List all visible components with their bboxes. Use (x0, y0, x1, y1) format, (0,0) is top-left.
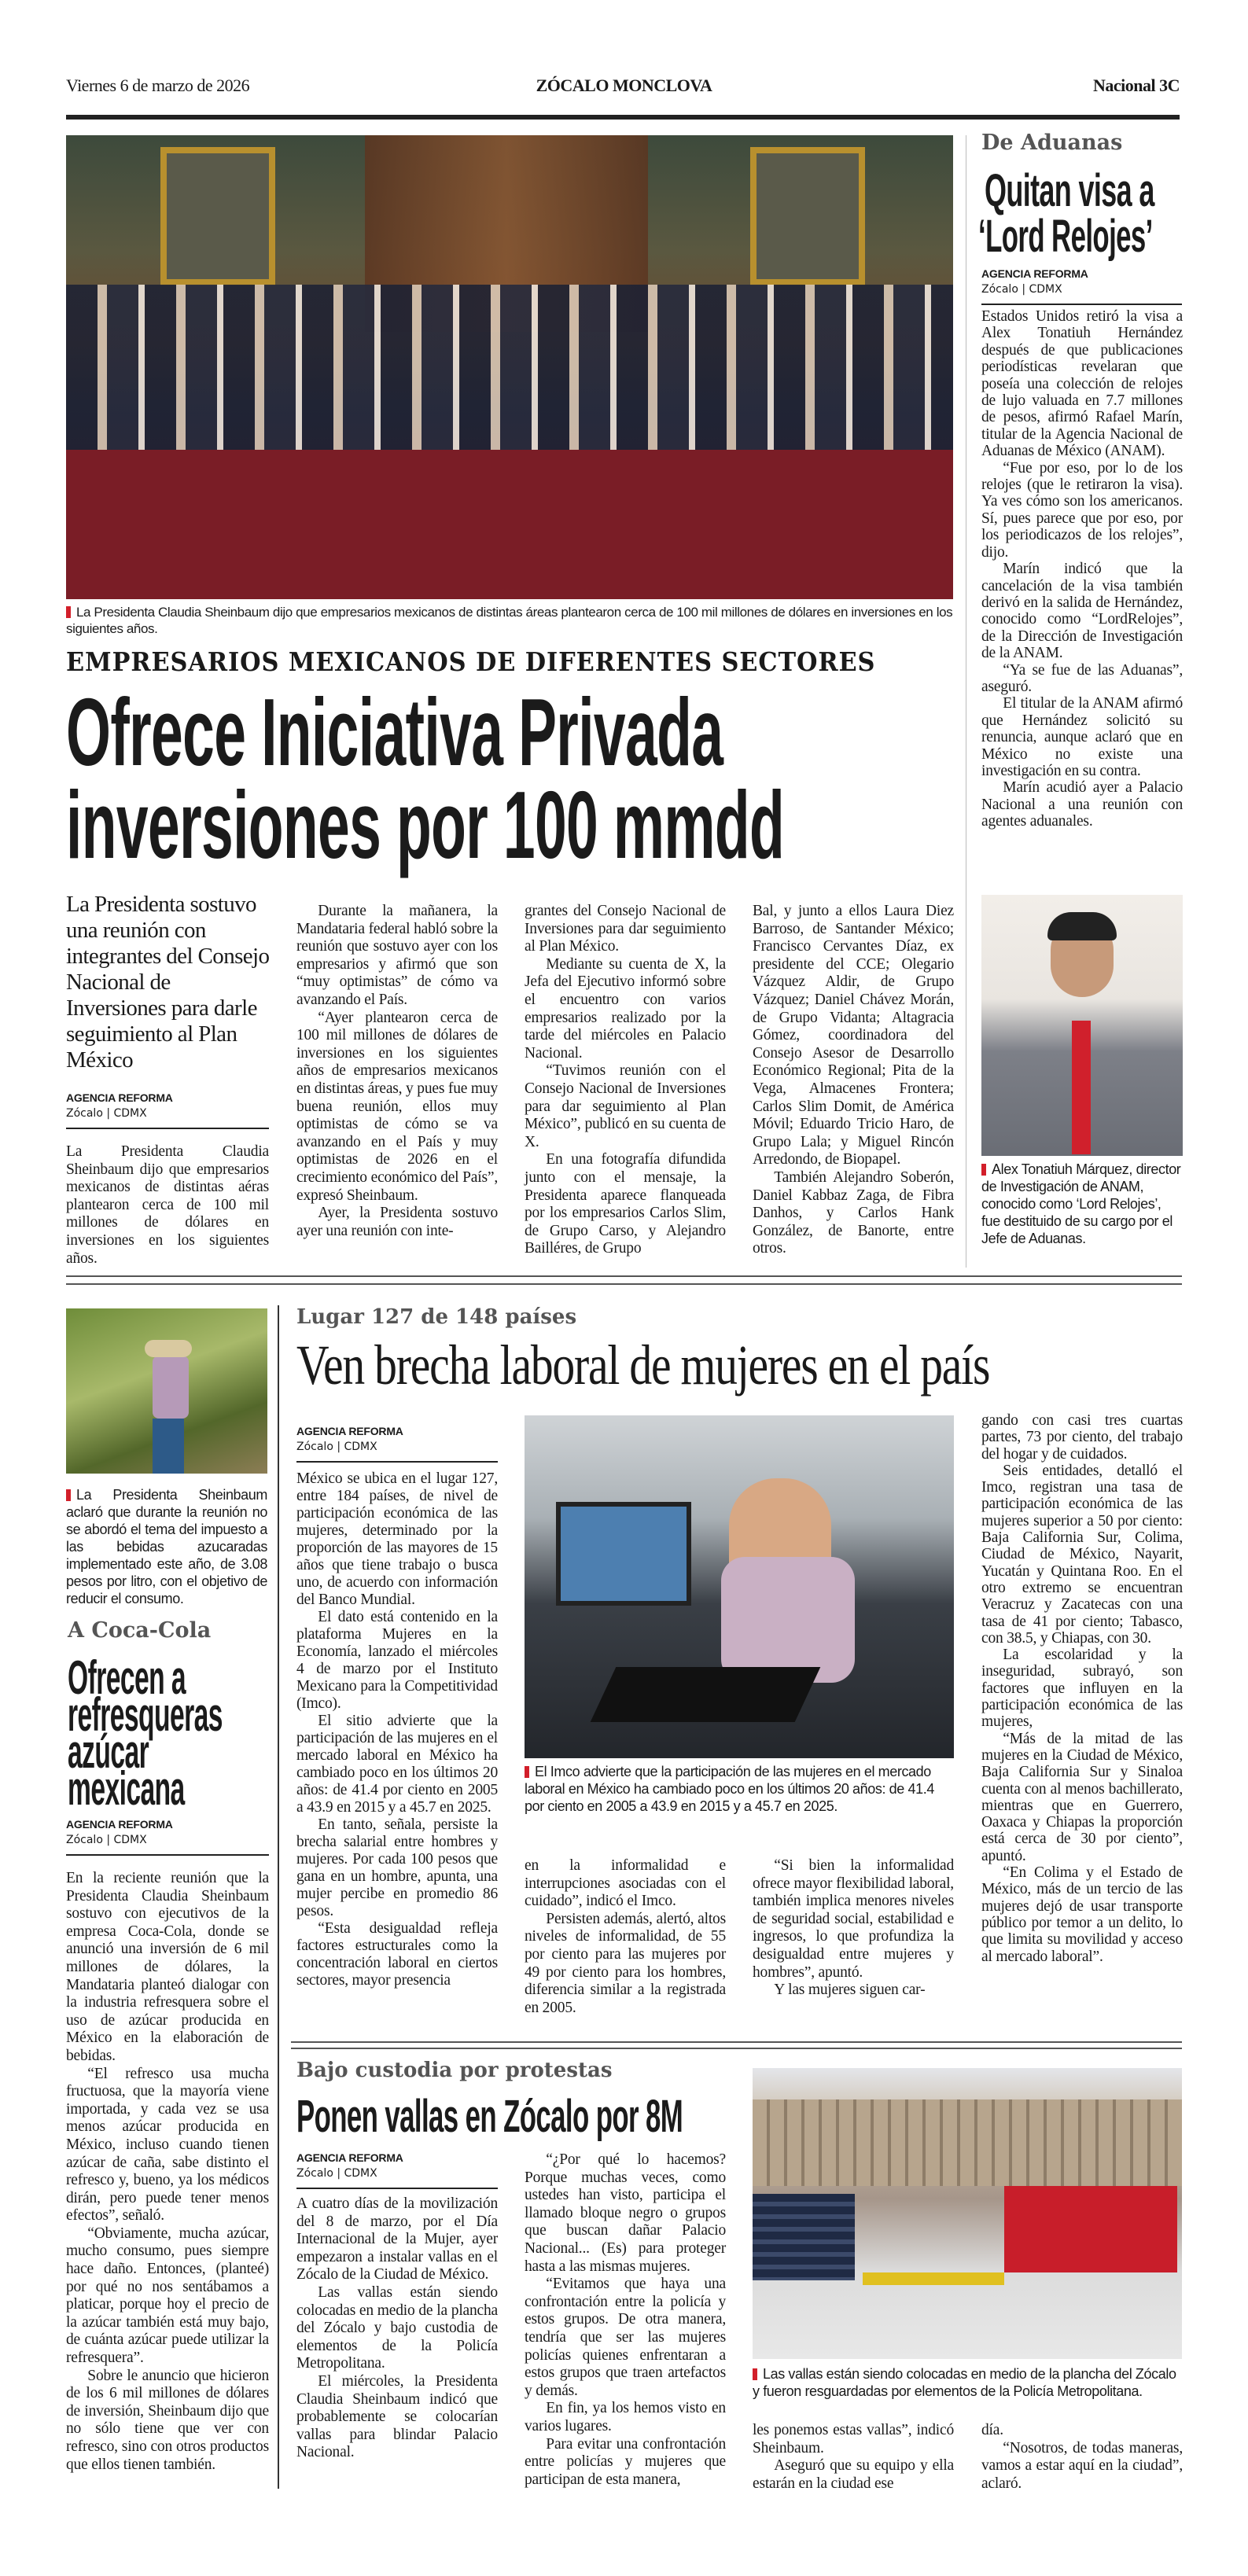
paragraph: El miércoles, la Presidenta Claudia Sheinbaum indicó que probablemente se colocarían vallas para blindar Palacio Nacional. (296, 2372, 498, 2461)
section-rule-bottom (66, 1283, 1182, 1285)
vallas-column-3 (753, 2422, 954, 2493)
aduanas-body (981, 308, 1183, 830)
lead-photo (66, 135, 953, 599)
paragraph: Bal, y junto a ellos Laura Diez Barroso, de Santander México; Francisco Cervantes Díaz, ex presidente del CCE; Olegario Vázquez Aldir, de Grupo Vázquez; Daniel Chávez Morán, de Grupo Vidanta; Altagracia Gómez, coordinadora del Consejo Asesor de Desarrollo Económico Regional; Pita de la Vega, Almacenes Frontera; Carlos Slim Domit, de América Móvil; Eduardo Tricio Haro, de Grupo Lala; y Miguel Rincón Arredondo, de Biopapel. (753, 903, 954, 1168)
paragraph: Estados Unidos retiró la visa a Alex Tonatiuh Hernández después de que publicaciones periodísticas revelaran que poseía una colección de relojes de lujo valuada en 7.7 millones de pesos, afirmó Rafael Marín, titular de la Agencia Nacional de Aduanas de México (ANAM). (981, 308, 1183, 460)
sugarcane-photo-caption (66, 1486, 267, 1607)
aduanas-headline-line2: ‘Lord Relojes’ (978, 211, 1153, 262)
agency: AGENCIA REFORMA (981, 267, 1088, 280)
lead-column-2 (296, 903, 498, 1240)
section-page: Nacional 3C (1093, 75, 1180, 95)
dateline: Zócalo | CDMX (296, 1441, 377, 1453)
cocacola-body (66, 1870, 269, 2474)
paragraph: “El refresco usa mucha fructuosa, que la mayoría viene importada, y cada vez se usa menos azúcar producida en México, incluso cuando tienen azúcar de caña, sabe distinto el refresco y, bueno, ya los médicos dirán, pero puede tener menos efectos”, señaló. (66, 2065, 269, 2225)
byline-rule (66, 1854, 269, 1856)
paragraph: Sobre le anuncio que hicieron de los 6 mil millones de dólares de inversión, Sheinbaum dijo que no sólo tiene que ver con refresco, sino con otros productos que ellos tienen también. (66, 2367, 269, 2473)
lead-deck: La Presidenta sostuvo una reunión con integrantes del Consejo Nacional de Inversiones para darle seguimiento al Plan México (66, 892, 270, 1073)
agency: AGENCIA REFORMA (296, 1425, 403, 1437)
caption-text: Alex Tonatiuh Márquez, director de Investigación de ANAM, conocido como ‘Lord Relojes’, fue destituido de su cargo por el Jefe de Aduanas. (981, 1161, 1181, 1246)
issue-date: Viernes 6 de marzo de 2026 (66, 75, 250, 95)
cocacola-byline (66, 1818, 269, 1856)
dateline: Zócalo | CDMX (66, 1834, 147, 1846)
paragraph: “Tuvimos reunión con el Consejo Nacional de Inversiones para dar seguimiento al Plan México”, publicó en su cuenta de X. (525, 1062, 726, 1150)
paragraph: En una fotografía difundida junto con el mensaje, la Presidenta aparece flanqueada por los empresarios Carlos Slim, de Grupo Carso, y Alejandro Bailléres, de Grupo (525, 1151, 726, 1257)
aduanas-photo-caption (981, 1161, 1183, 1247)
aduanas-portrait-photo (981, 895, 1183, 1156)
agency: AGENCIA REFORMA (296, 2151, 403, 2164)
newspaper-name: ZÓCALO MONCLOVA (536, 75, 712, 95)
vallas-column-2 (525, 2151, 726, 2489)
lead-column-3 (525, 903, 726, 1258)
paragraph: “Nosotros, de todas maneras, vamos a estar aquí en la ciudad”, aclaró. (981, 2439, 1183, 2492)
sugarcane-photo (66, 1308, 267, 1474)
lead-headline-line1: Ofrece Iniciativa Privada (66, 679, 723, 786)
mujeres-byline (296, 1425, 498, 1463)
paragraph: “Obviamente, mucha azúcar, mucho consumo, pues siempre hace daño. Entonces, (planteé) por qué no nos sentábamos a platicar, porque hoy el precio de la azúcar también está muy bajo, de cuánta azúcar puede utilizar la refresquera”. (66, 2225, 269, 2367)
paragraph: Y las mujeres siguen car- (774, 1982, 926, 1999)
paragraph: “Más de la mitad de las mujeres en la Ciudad de México, Baja California Sur y Sinaloa cuenta con al menos bachillerato, mientras que en Guerrero, Oaxaca y Chiapas la proporción está cerca de 30 por ciento”, apuntó. (981, 1730, 1183, 1864)
agency: AGENCIA REFORMA (66, 1818, 173, 1831)
lead-photo-caption (66, 604, 953, 637)
mujeres-headline: Ven brecha laboral de mujeres en el país (296, 1334, 990, 1397)
mujeres-column-2 (525, 1857, 726, 2017)
caption-text: El Imco advierte que la participación de las mujeres en el mercado laboral en México ha cambiado poco en los últimos 20 años: de 41.4 por ciento en 2005 a 43.9 en 2015 y a 45.7 en 2025. (525, 1764, 934, 1814)
caption-marker (981, 1164, 986, 1176)
paragraph: gando con casi tres cuartas partes, 73 por ciento, del trabajo del hogar y de cuidados. (981, 1412, 1183, 1463)
caption-marker (66, 606, 71, 618)
paragraph: Aseguró que su equipo y ella estarán en la ciudad ese (753, 2457, 954, 2492)
lead-kicker: EMPRESARIOS MEXICANOS DE DIFERENTES SECTORES (66, 646, 876, 677)
section-rule-top (66, 1275, 1182, 1277)
paragraph: en la informalidad e interrupciones asociadas con el cuidado”, indicó el Imco. (525, 1857, 726, 1910)
paragraph: Durante la mañanera, la Mandataria federal habló sobre la reunión que sostuvo ayer con los empresarios y afirmó que son “muy optimistas” de cómo va avanzando el País. (296, 903, 498, 1008)
zocalo-fences-photo (753, 2068, 1182, 2359)
paragraph: Marín indicó que la cancelación de la visa también derivó en la salida de Hernández, conocido como “LordRelojes”, de la Dirección de Investigación de la ANAM. (981, 561, 1183, 662)
dateline: Zócalo | CDMX (66, 1107, 147, 1120)
vallas-column-1 (296, 2195, 498, 2462)
caption-marker (753, 2368, 757, 2380)
paragraph: México se ubica en el lugar 127, entre 184 países, de nivel de participación económica de las mujeres, determinado por la proporción de las mayores de 15 años que tiene trabajo o busca uno, de acuerdo con información del Banco Mundial. (296, 1470, 498, 1608)
byline-rule (66, 1128, 269, 1129)
paragraph: A cuatro días de la movilización del 8 de marzo, por el Día Internacional de la Mujer, ayer empezaron a instalar vallas en el Zócalo de la Ciudad de México. (296, 2195, 498, 2283)
story-rule-bottom (291, 2048, 1182, 2049)
zocalo-photo-caption (753, 2365, 1182, 2400)
paragraph: En tanto, señala, persiste la brecha salarial entre hombres y mujeres. Por cada 100 pesos que gana en un hombre, apunta, una mujer percibe en promedio 86 pesos. (296, 1816, 498, 1919)
paragraph: Ayer, la Presidenta sostuvo ayer una reunión con inte- (296, 1205, 498, 1239)
cocacola-kicker: A Coca-Cola (68, 1618, 212, 1643)
paragraph: El titular de la ANAM afirmó que Hernández solicitó su renuncia, aunque aclaró que en México no existe una investigación en su contra. (981, 695, 1183, 779)
paragraph: Las vallas están siendo colocadas en medio de la plancha del Zócalo y bajo custodia de elementos de la Policía Metropolitana. (296, 2283, 498, 2372)
paragraph: También Alejandro Soberón, Daniel Kabbaz Zaga, de Fibra Danhos, y Carlos Hank González, de Banorte, entre otros. (753, 1168, 954, 1257)
byline-rule (981, 304, 1182, 305)
office-photo-caption (525, 1763, 954, 1815)
caption-text: La Presidenta Sheinbaum aclaró que durante la reunión no se abordó el tema del impuesto a las bebidas azucaradas implementado este año, de 3.08 pesos por litro, con el objetivo de reducir el consumo. (66, 1487, 267, 1606)
headline-line: mexicana (68, 1762, 185, 1815)
paragraph: Mediante su cuenta de X, la Jefa del Ejecutivo informó sobre el encuentro con varios empresarios realizado por la tarde del miércoles en Palacio Nacional. (525, 955, 726, 1062)
vallas-kicker: Bajo custodia por protestas (296, 2059, 613, 2082)
vallas-headline: Ponen vallas en Zócalo por 8M (296, 2091, 683, 2142)
mujeres-column-1 (296, 1470, 498, 1989)
byline-rule (296, 2188, 498, 2189)
aduanas-kicker: De Aduanas (981, 131, 1123, 155)
dateline: Zócalo | CDMX (981, 283, 1062, 296)
paragraph: “¿Por qué lo hacemos? Porque muchas veces, como ustedes han visto, participa el llamado bloque negro o grupos que buscan dañar Palacio Nacional... (Es) para proteger hasta a las mismas mujeres. (525, 2151, 726, 2275)
office-photo (525, 1415, 954, 1758)
paragraph: La escolaridad y la inseguridad, subrayó, son factores que influyen en la participación económica de las mujeres, (981, 1647, 1183, 1731)
paragraph: les ponemos estas vallas”, indicó Sheinbaum. (753, 2422, 954, 2456)
paragraph: Seis entidades, detalló el Imco, registran una tasa de participación económica de las mujeres superior a 50 por ciento: Baja California Sur, Colima, Ciudad de México, Nayarit, Yucatán y Quintana Roo. En el otro extremo se encuentran Veracruz y Zacatecas con una tasa de 41 por ciento; Tabasco, con 38.5, y Chiapas, con 30. (981, 1462, 1183, 1647)
paragraph: “Evitamos que haya una confrontación entre la policía y estos grupos. De otra manera, tendría que ser las mujeres policías quienes enfrentaran a estos grupos que traen artefactos y demás. (525, 2276, 726, 2399)
lead-byline (66, 1091, 269, 1129)
paragraph: Persisten además, alertó, altos niveles de informalidad, de 55 por ciento para las mujeres por 49 por ciento para los hombres, diferencia similar a la registrada en 2005. (525, 1910, 726, 2016)
lead-column-4 (753, 903, 954, 1258)
agency: AGENCIA REFORMA (66, 1091, 173, 1104)
paragraph: “Ayer plantearon cerca de 100 mil millones de dólares de inversiones en los siguientes años de empresarios mexicanos en distintas áreas, y pues fue muy buena reunión, ellos muy optimistas de cómo se va avanzando en el País y muy optimistas de 2026 en el crecimiento económico del País”, expresó Sheinbaum. (296, 1009, 498, 1204)
paragraph: La Presidenta Claudia Sheinbaum dijo que empresarios mexicanos de distintas aéras plantearon cerca de 100 mil millones de dólares en inversiones en los siguientes años. (66, 1143, 269, 1267)
header-rule (66, 115, 1180, 120)
mujeres-column-4 (981, 1412, 1183, 1965)
lead-column-1 (66, 1143, 269, 1268)
dateline: Zócalo | CDMX (296, 2167, 377, 2180)
aduanas-headline-line1: Quitan visa a (985, 165, 1154, 216)
lead-headline-line2: inversiones por 100 mmdd (66, 771, 785, 878)
story-rule-top (291, 2041, 1182, 2043)
paragraph: Para evitar una confrontación entre policías y mujeres que participan de esta manera, (525, 2435, 726, 2488)
caption-marker (66, 1489, 71, 1501)
paragraph: “En Colima y el Estado de México, más de un tercio de las mujeres dejó de usar transporte público por temor a un delito, lo que limita su movilidad y acceso al mercado laboral”. (981, 1864, 1183, 1965)
paragraph: “Esta desigualdad refleja factores estructurales como la concentración laboral en ciertos sectores, mayor presencia (296, 1920, 498, 1989)
paragraph: El sitio advierte que la participación de las mujeres en el mercado laboral en México ha cambiado poco en los últimos 20 años: de 41.4 por ciento en 2005 a 43.9 en 2015 y a 45.7 en 2025. (296, 1713, 498, 1816)
vallas-column-4 (981, 2422, 1183, 2493)
paragraph: El dato está contenido en la plataforma Mujeres en la Economía, lanzado el miércoles 4 de marzo por el Instituto Mexicano para la Competitividad (Imco). (296, 1609, 498, 1712)
headline-line: azúcar (68, 1725, 149, 1778)
headline-line: refresqueras (68, 1688, 223, 1741)
paragraph: “Si bien la informalidad ofrece mayor flexibilidad laboral, también implica menores niveles de seguridad social, estabilidad e ingresos, lo que profundiza la desigualdad entre mujeres y hombres”, apuntó. (753, 1857, 954, 1981)
paragraph: Marín acudió ayer a Palacio Nacional a una reunión con agentes aduanales. (981, 779, 1183, 830)
paragraph: En fin, ya los hemos visto en varios lugares. (525, 2400, 726, 2434)
mujeres-column-3 (753, 1857, 954, 2000)
byline-rule (296, 1461, 498, 1463)
sidebar-divider (278, 1305, 279, 2489)
paragraph: grantes del Consejo Nacional de Inversiones para dar seguimiento al Plan México. (525, 903, 726, 955)
aduanas-byline (981, 267, 1182, 305)
paragraph: “Fue por eso, por lo de los relojes (que le retiraron la visa). Ya ves cómo son los americanos. Sí, pues parece que por eso, por los periodicazos de los relojes”, dijo. (981, 459, 1183, 561)
paragraph: En la reciente reunión que la Presidenta Claudia Sheinbaum sostuvo con ejecutivos de la empresa Coca-Cola, donde se anunció una inversión de 6 mil millones de dólares, la Mandataria planteó dialogar con la industria refresquera sobre el uso de azúcar producida en México en la elaboración de bebidas. (66, 1870, 269, 2064)
caption-marker (525, 1766, 529, 1778)
cocacola-headline (68, 1651, 264, 1815)
paragraph: “Ya se fue de las Aduanas”, aseguró. (981, 661, 1183, 695)
caption-text: La Presidenta Claudia Sheinbaum dijo que empresarios mexicanos de distintas áreas plantearon cerca de 100 mil millones de dólares en inversiones en los siguientes años. (66, 605, 953, 636)
vallas-byline (296, 2151, 498, 2189)
paragraph: día. (981, 2422, 1003, 2438)
headline-line: Ofrecen a (68, 1651, 186, 1704)
mujeres-kicker: Lugar 127 de 148 países (296, 1305, 577, 1329)
caption-text: Las vallas están siendo colocadas en medio de la plancha del Zócalo y fueron resguardadas por elementos de la Policía Metropolitana. (753, 2366, 1176, 2399)
